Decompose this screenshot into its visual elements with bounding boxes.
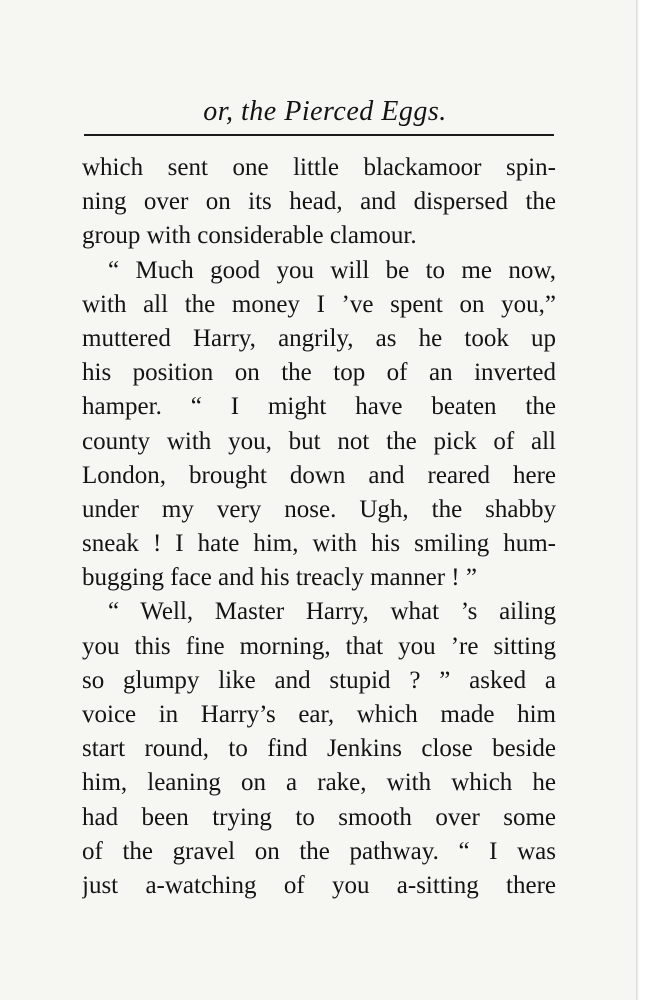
text-line: London, brought down and reared here bbox=[82, 461, 556, 489]
text-line: muttered Harry, angrily, as he took up bbox=[82, 324, 556, 352]
text-line: sneak ! I hate him, with his smiling hum- bbox=[82, 530, 556, 558]
text-line: so glumpy like and stupid ? ” asked a bbox=[82, 666, 556, 694]
text-line: with all the money I ’ve spent on you,” bbox=[82, 290, 556, 318]
text-line: bugging face and his treacly manner ! ” bbox=[82, 564, 477, 592]
text-line: you this fine morning, that you ’re sitting bbox=[82, 632, 556, 660]
body-text bbox=[82, 151, 556, 903]
text-line: just a-watching of you a-sitting there bbox=[82, 871, 556, 899]
text-line: hamper. “ I might have beaten the bbox=[82, 393, 556, 421]
header-rule bbox=[84, 134, 554, 136]
text-line: county with you, but not the pick of all bbox=[82, 427, 556, 455]
text-line: “ Much good you will be to me now, bbox=[108, 256, 556, 284]
text-line: him, leaning on a rake, with which he bbox=[82, 769, 556, 797]
running-head-title: or, the Pierced Eggs. bbox=[203, 96, 447, 127]
text-line: group with considerable clamour. bbox=[82, 222, 417, 250]
text-line: his position on the top of an inverted bbox=[82, 359, 556, 387]
text-line: which sent one little blackamoor spin- bbox=[82, 154, 556, 181]
text-line: had been trying to smooth over some bbox=[82, 803, 556, 831]
text-line: voice in Harry’s ear, which made him bbox=[82, 701, 556, 728]
text-line: of the gravel on the pathway. “ I was bbox=[82, 837, 556, 865]
text-line: ning over on its head, and dispersed the bbox=[82, 188, 556, 216]
text-line: under my very nose. Ugh, the shabby bbox=[82, 495, 556, 523]
text-line: start round, to find Jenkins close beside bbox=[82, 735, 556, 763]
text-line: “ Well, Master Harry, what ’s ailing bbox=[108, 598, 556, 626]
page-edge bbox=[636, 0, 649, 1000]
